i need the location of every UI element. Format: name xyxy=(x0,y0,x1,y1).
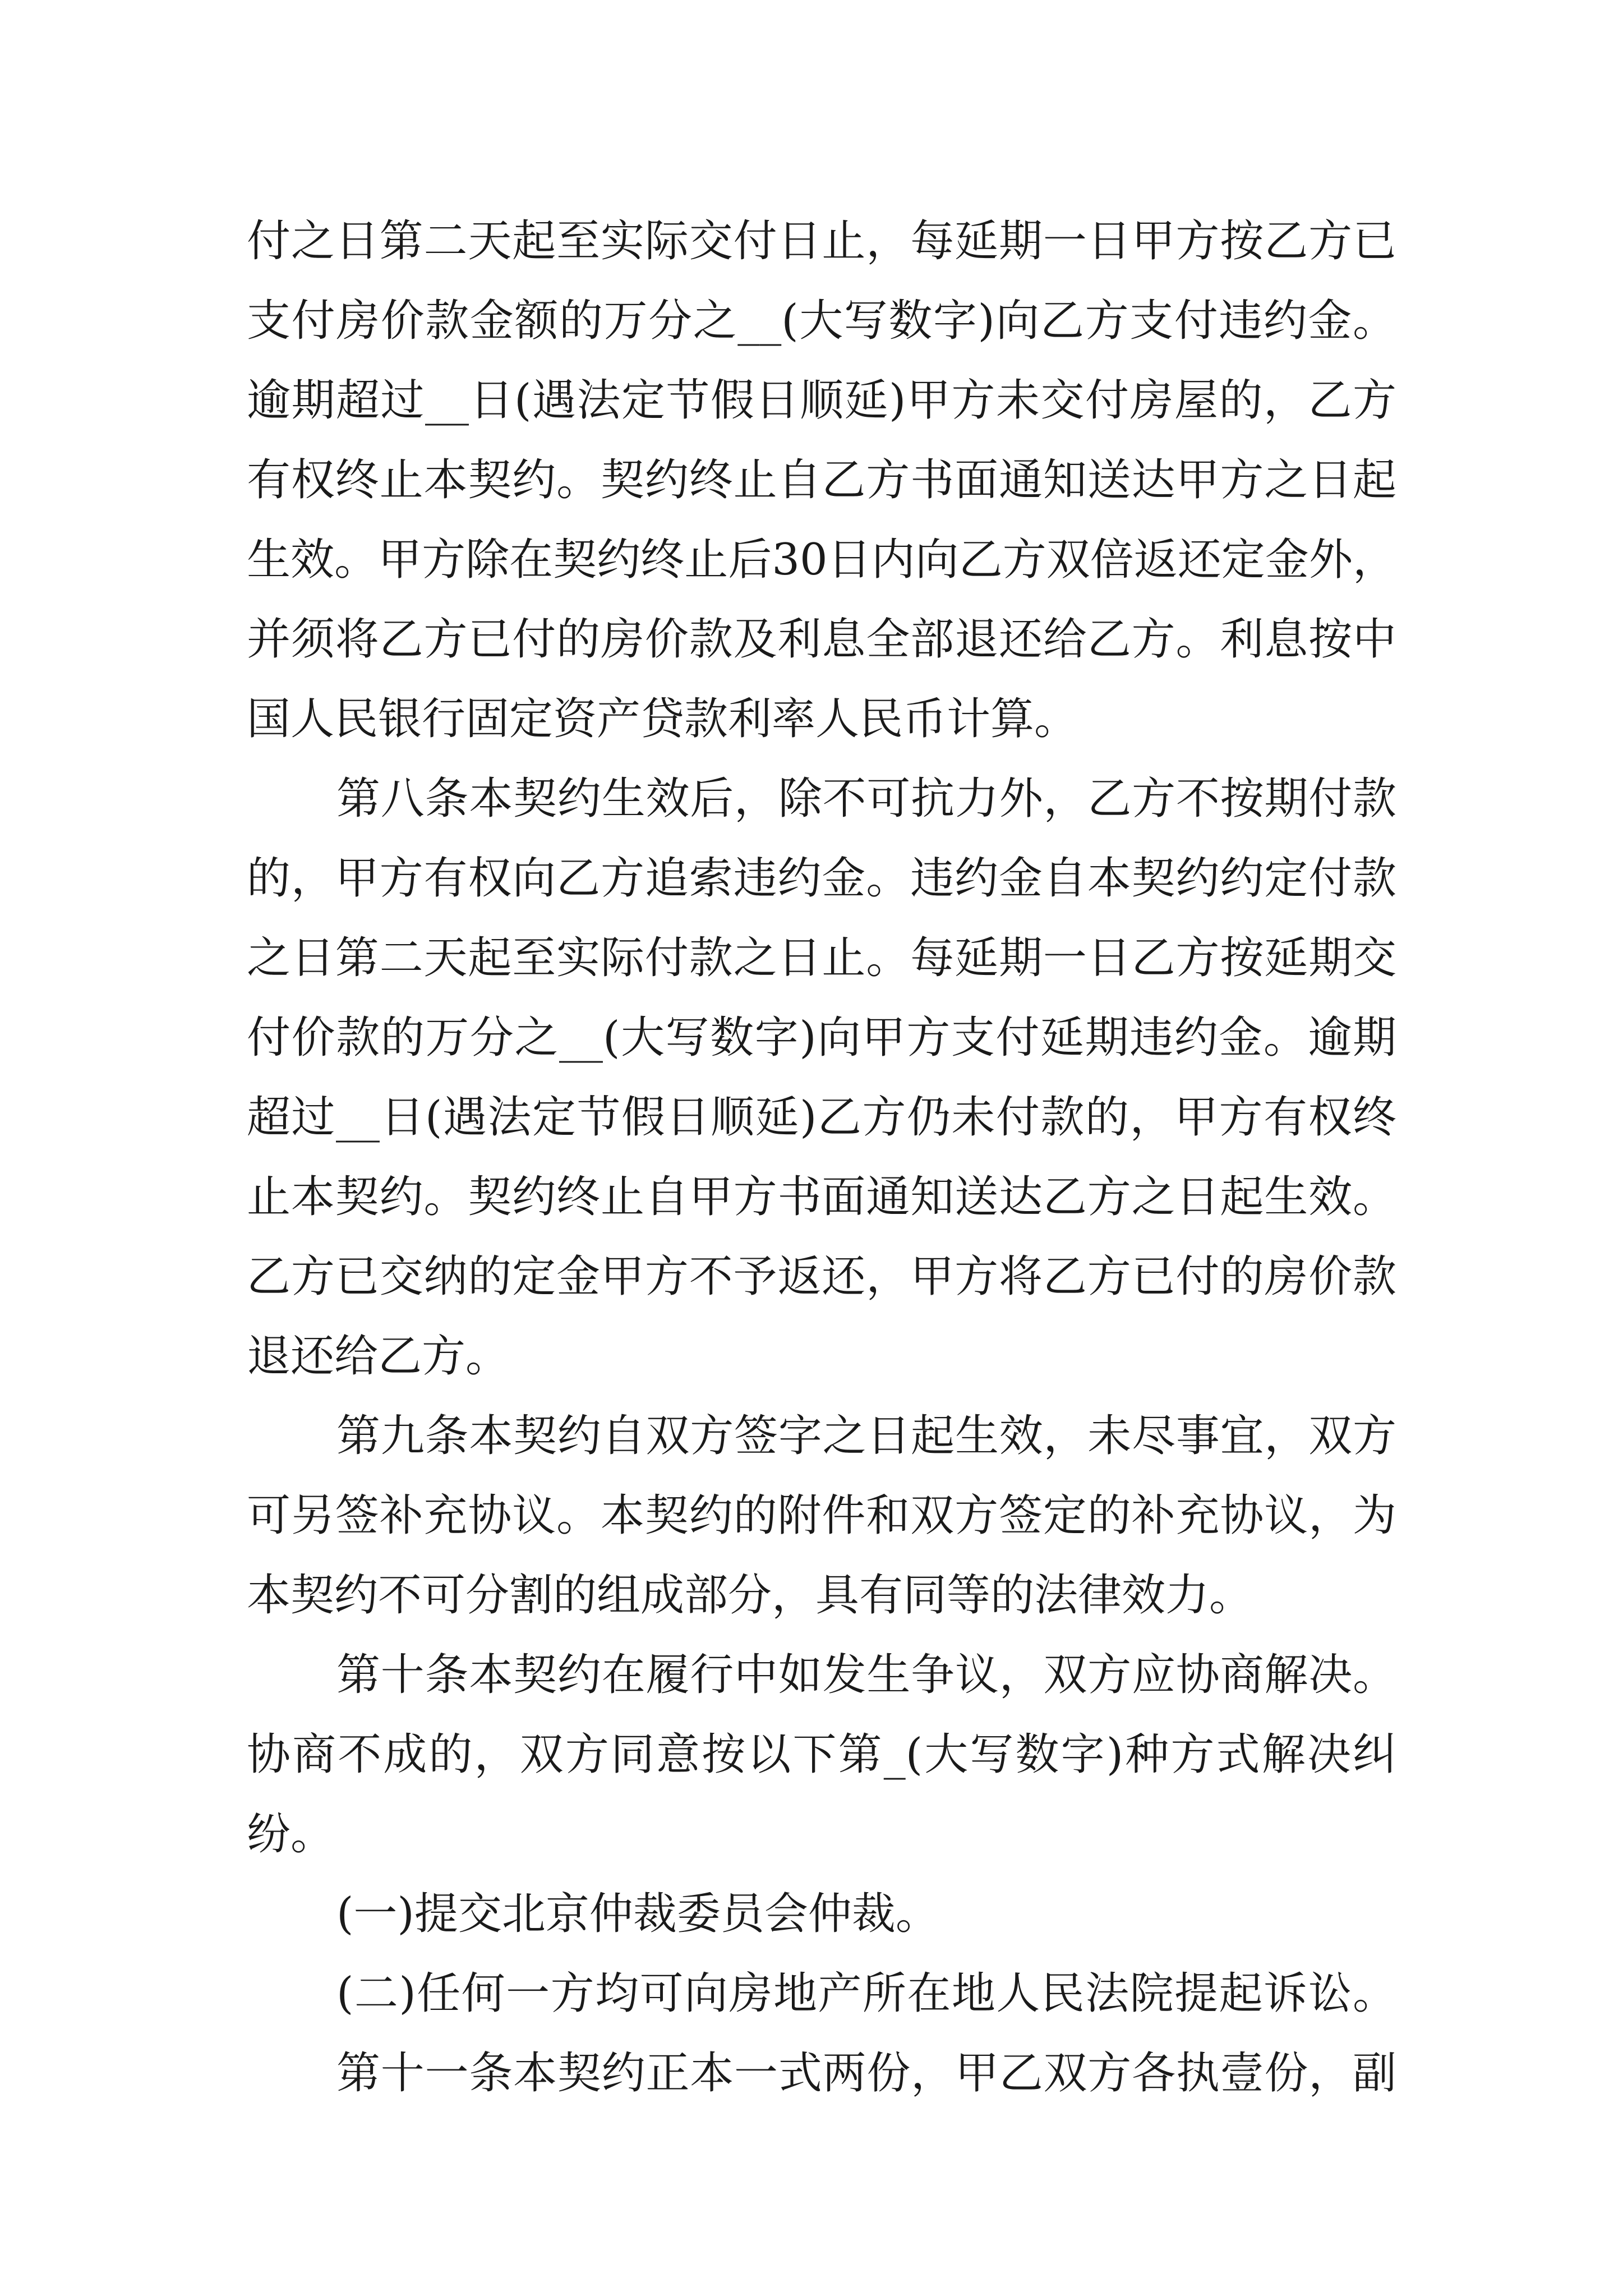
text-line: 第十条本契约在履行中如发生争议，双方应协商解决。 xyxy=(336,1650,1396,1700)
text-line: 逾期超过__日(遇法定节假日顺延)甲方未交付房屋的，乙方 xyxy=(247,375,1396,426)
text-line: 退还给乙方。 xyxy=(247,1331,510,1382)
text-line: 第十一条本契约正本一式两份，甲乙双方各执壹份，副 xyxy=(336,2048,1396,2099)
text-line: 之日第二天起至实际付款之日止。每延期一日乙方按延期交 xyxy=(247,933,1396,983)
text-line: 乙方已交纳的定金甲方不予返还，甲方将乙方已付的房价款 xyxy=(247,1251,1396,1302)
text-line: 付之日第二天起至实际交付日止，每延期一日甲方按乙方已 xyxy=(247,216,1396,266)
text-line: (一)提交北京仲裁委员会仲裁。 xyxy=(336,1889,939,1939)
text-line: 超过__日(遇法定节假日顺延)乙方仍未付款的，甲方有权终 xyxy=(247,1092,1396,1143)
text-line: 第九条本契约自双方签字之日起生效，未尽事宜，双方 xyxy=(336,1411,1396,1461)
text-line: 国人民银行固定资产贷款利率人民币计算。 xyxy=(247,694,1078,744)
text-line: (二)任何一方均可向房地产所在地人民法院提起诉讼。 xyxy=(336,1968,1396,2019)
text-line: 有权终止本契约。契约终止自乙方书面通知送达甲方之日起 xyxy=(247,455,1396,505)
text-line: 第八条本契约生效后，除不可抗力外，乙方不按期付款 xyxy=(336,774,1396,824)
text-line: 可另签补充协议。本契约的附件和双方签定的补充协议，为 xyxy=(247,1490,1396,1541)
text-line: 的，甲方有权向乙方追索违约金。违约金自本契约约定付款 xyxy=(247,853,1396,904)
text-line: 纷。 xyxy=(247,1809,335,1860)
text-line: 付价款的万分之__(大写数字)向甲方支付延期违约金。逾期 xyxy=(247,1013,1396,1063)
text-line: 本契约不可分割的组成部分，具有同等的法律效力。 xyxy=(247,1570,1253,1621)
text-line: 协商不成的，双方同意按以下第_(大写数字)种方式解决纠 xyxy=(247,1729,1396,1780)
text-line: 并须将乙方已付的房价款及利息全部退还给乙方。利息按中 xyxy=(247,614,1396,665)
text-line: 支付房价款金额的万分之__(大写数字)向乙方支付违约金。 xyxy=(247,296,1396,346)
text-line: 止本契约。契约终止自甲方书面通知送达乙方之日起生效。 xyxy=(247,1172,1396,1222)
text-line: 生效。甲方除在契约终止后30日内向乙方双倍返还定金外， xyxy=(247,535,1396,585)
